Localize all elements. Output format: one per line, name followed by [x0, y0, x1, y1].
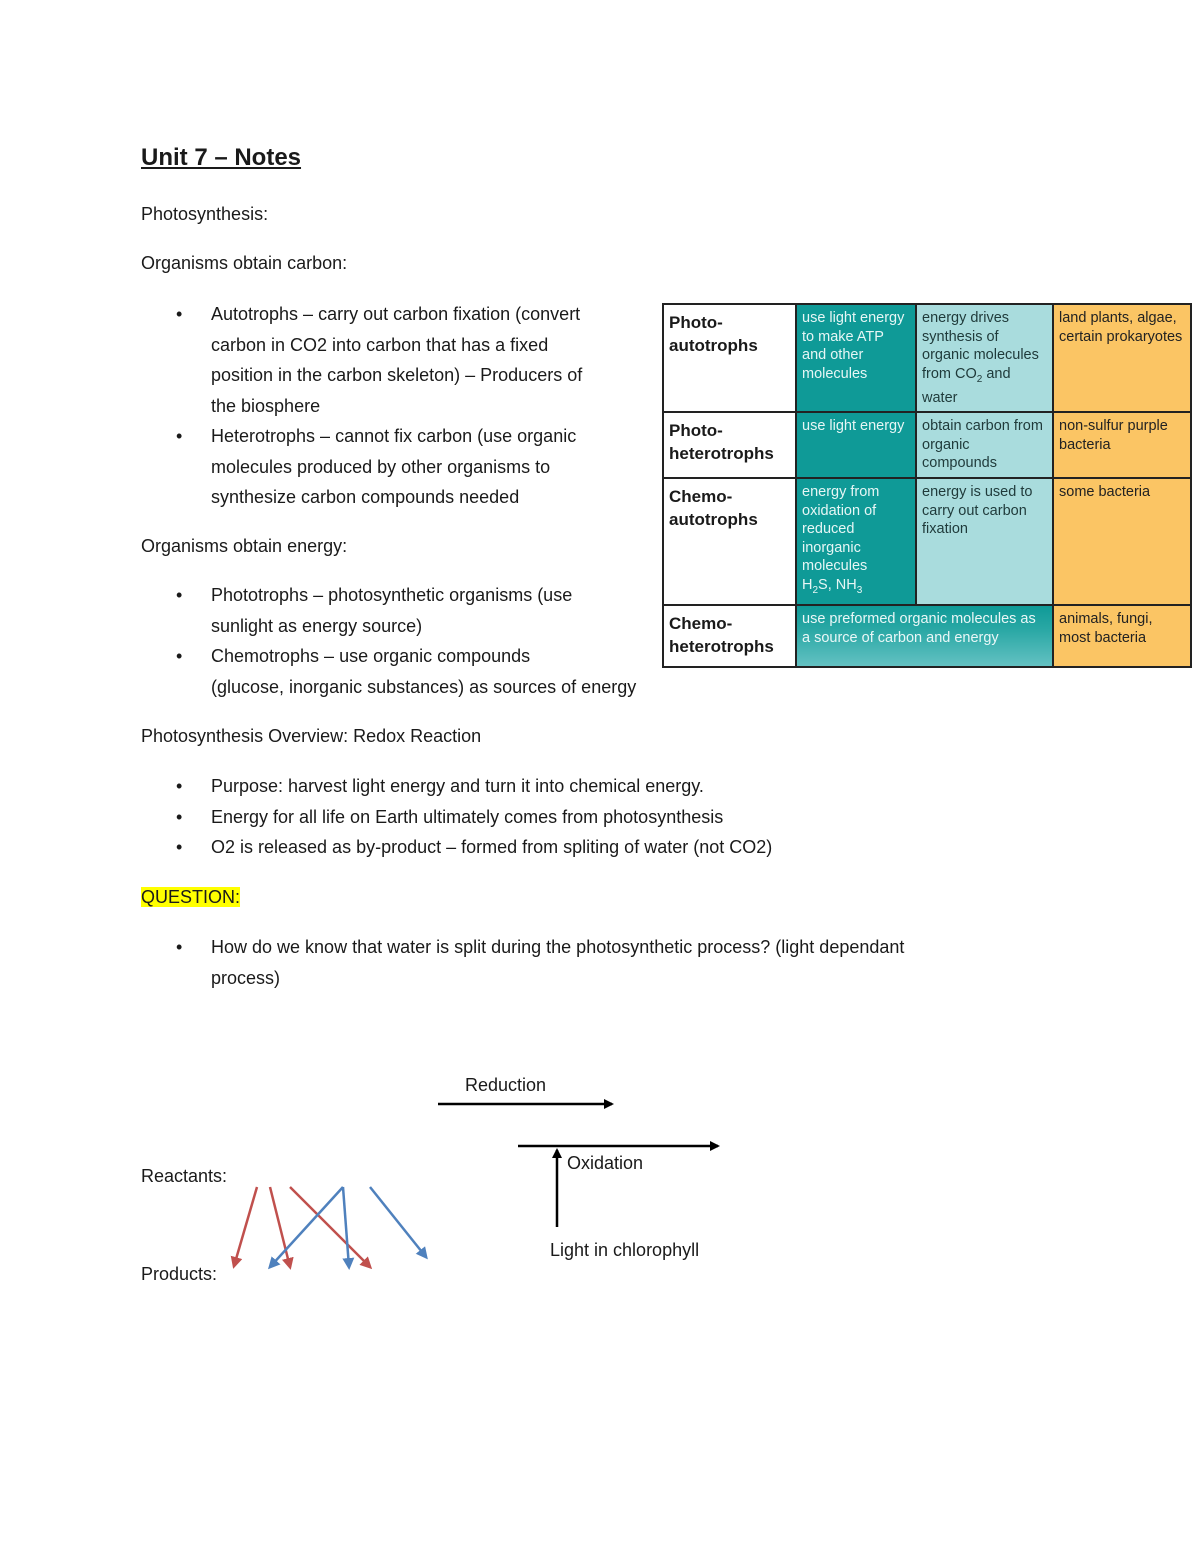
line: the biosphere [211, 395, 321, 416]
line: O2 is released as by-product – formed from spliting of water (not CO2) [211, 837, 773, 857]
line: How do we know that water is split during the photosynthetic process? (light dependant [211, 937, 905, 957]
head-line: autotrophs [669, 336, 758, 355]
line: molecules produced by other organisms to [211, 456, 551, 477]
subscript: 2 [812, 584, 819, 596]
carbon-heading: Organisms obtain carbon: [141, 253, 348, 273]
line: carbon in CO2 into carbon that has a fixed [211, 334, 549, 355]
cell: obtain carbon from organic compounds [916, 412, 1053, 478]
head-line: Photo- [669, 421, 723, 441]
bullet-icon: • [176, 646, 183, 666]
line: (glucose, inorganic substances) as sources of energy [211, 676, 637, 697]
head-line: heterotrophs [669, 637, 774, 657]
red-arrow [234, 1187, 257, 1266]
photosynthesis-label: Photosynthesis: [141, 204, 269, 224]
line: Energy for all life on Earth ultimately comes from photosynthesis [211, 806, 724, 827]
blue-arrow [370, 1187, 426, 1257]
products-label: Products: [141, 1264, 218, 1284]
cell: use light energy [796, 412, 916, 478]
formula-text: S, NH [818, 576, 857, 593]
cell: use light energy to make ATP and other molecules [796, 304, 916, 412]
cell: animals, fungi, most bacteria [1053, 605, 1191, 667]
cell-text: energy from oxidation of reduced inorganic molecules [802, 484, 880, 575]
bullet-icon: • [176, 837, 183, 857]
subscript: 2 [976, 373, 983, 385]
line: Purpose: harvest light energy and turn it into chemical energy. [211, 776, 704, 796]
head-line: Chemo- [669, 614, 733, 634]
line: position in the carbon skeleton) – Producers of [211, 365, 583, 385]
cell: land plants, algae, certain prokaryotes [1053, 304, 1191, 412]
line: process) [211, 967, 281, 988]
bullet-icon: • [176, 304, 183, 324]
cell-merged: use preformed organic molecules as a source of carbon and energy [796, 605, 1053, 667]
head-line: autotrophs [669, 510, 758, 530]
line: Heterotrophs – cannot fix carbon (use organic [211, 426, 577, 446]
light-label: Light in chlorophyll [550, 1240, 700, 1260]
bullet-icon: • [176, 585, 183, 605]
blue-arrow [343, 1187, 349, 1267]
reduction-label: Reduction [465, 1075, 547, 1095]
energy-heading: Organisms obtain energy: [141, 536, 348, 556]
cell: energy is used to carry out carbon fixation [916, 478, 1053, 605]
cell: some bacteria [1053, 478, 1191, 605]
subscript: 3 [856, 584, 863, 596]
bullet-icon: • [176, 937, 183, 957]
line: Chemotrophs – use organic compounds [211, 646, 531, 666]
oxidation-label: Oxidation [567, 1153, 644, 1173]
line: synthesize carbon compounds needed [211, 487, 520, 507]
cell: non-sulfur purple bacteria [1053, 412, 1191, 478]
formula-text: H [802, 576, 813, 593]
line: Phototrophs – photosynthetic organisms (use [211, 585, 573, 605]
head-line: Photo- [669, 313, 723, 332]
overview-heading: Photosynthesis Overview: Redox Reaction [141, 726, 482, 746]
cell-text: energy drives synthesis of organic molecules from CO [922, 310, 1039, 382]
red-arrow [290, 1187, 370, 1267]
line: sunlight as energy source) [211, 615, 423, 636]
bullet-icon: • [176, 426, 183, 446]
page-title: Unit 7 – Notes [141, 144, 302, 171]
head-line: Chemo- [669, 487, 733, 507]
head-line: heterotrophs [669, 444, 774, 464]
bullet-icon: • [176, 806, 183, 827]
cell-text: and water [922, 365, 1011, 406]
bullet-icon: • [176, 776, 183, 796]
reactants-label: Reactants: [141, 1166, 228, 1186]
line: Autotrophs – carry out carbon fixation (convert [211, 304, 581, 324]
question-label: QUESTION: [141, 887, 241, 907]
